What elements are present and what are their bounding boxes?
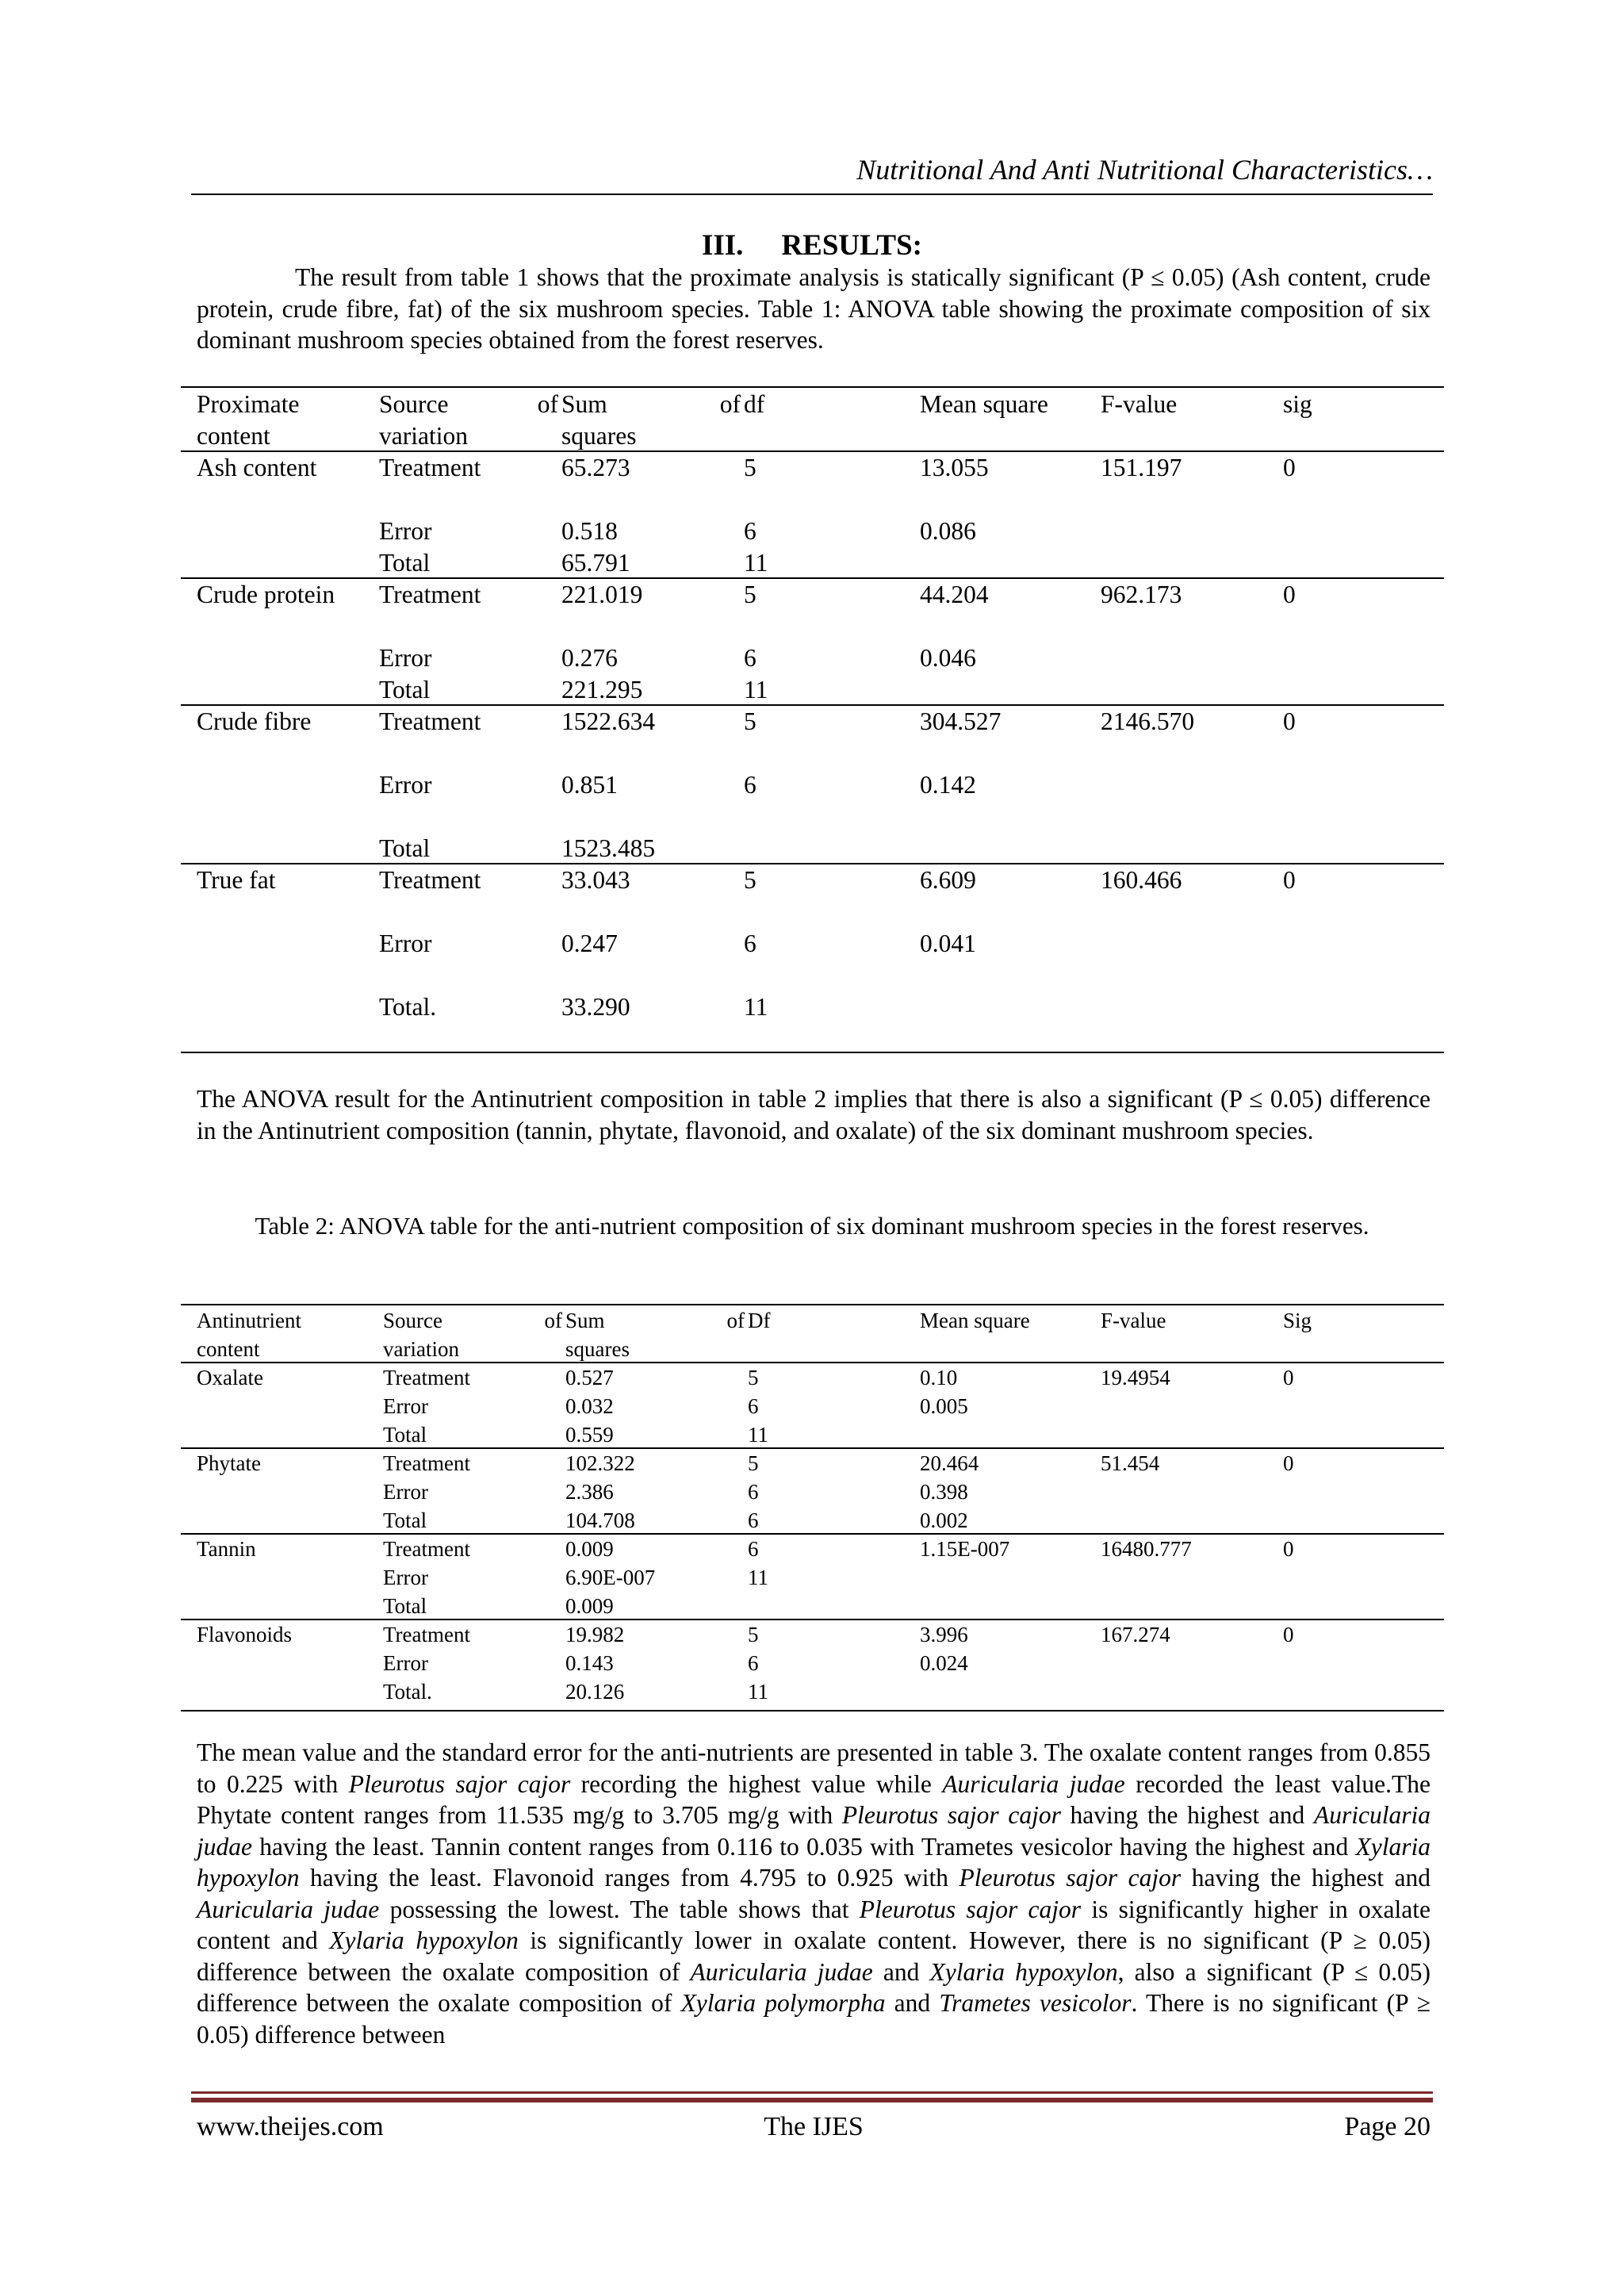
table1-cell-sum-squares: 1522.634 <box>561 707 656 735</box>
table1-header-df: df <box>744 390 765 418</box>
table2-cell-mean-square: 0.10 <box>920 1366 958 1389</box>
table2-cell-sum-squares: 6.90E-007 <box>565 1566 656 1589</box>
table2-caption: Table 2: ANOVA table for the anti-nutrient composition of six dominant mushroom species in the forest reserves. <box>255 1212 1369 1240</box>
table2-cell-df: 6 <box>748 1651 759 1675</box>
table2-header-source-suffix: of <box>544 1309 562 1332</box>
table1-top-rule <box>181 386 1444 388</box>
table2-cell-mean-square: 0.024 <box>920 1651 968 1675</box>
species-name: Xylaria hypoxylon <box>197 1832 1431 1892</box>
species-name: Pleurotus sajor cajor <box>348 1769 571 1798</box>
paragraph-text: having the least. Tannin content ranges from 0.116 to 0.035 with Trametes vesicolor having the highest and <box>251 1832 1356 1861</box>
table1-cell-sum-squares: 33.290 <box>561 993 630 1021</box>
table2-top-rule <box>181 1304 1444 1305</box>
table2-header-f-value: F-value <box>1101 1309 1166 1332</box>
table1-header-sum-squares: Sum <box>561 390 607 418</box>
table2-cell-sum-squares: 0.009 <box>565 1594 614 1618</box>
table2-cell-df: 6 <box>748 1480 759 1504</box>
table1-cell-source: Treatment <box>379 866 481 894</box>
paragraph-text: . There is no significant (P ≥ 0.05) difference between <box>197 1989 1431 2049</box>
table2-cell-sig: 0 <box>1283 1623 1294 1646</box>
table1-group-divider <box>181 450 1444 452</box>
table1-cell-mean-square: 0.041 <box>920 930 976 957</box>
table2-header-sum-squares: squares <box>565 1337 630 1361</box>
table2-cell-df: 11 <box>748 1680 768 1704</box>
table2-cell-mean-square: 1.15E-007 <box>920 1537 1010 1561</box>
table1-header-source-suffix: of <box>537 390 558 418</box>
table1-cell-df: 11 <box>744 993 768 1021</box>
table2-cell-sum-squares: 104.708 <box>565 1508 635 1532</box>
table1-header-content: content <box>197 422 270 450</box>
table1-cell-f-value: 962.173 <box>1101 581 1182 608</box>
table1-cell-sum-squares: 0.851 <box>561 771 618 799</box>
table2-cell-sig: 0 <box>1283 1537 1294 1561</box>
table1-cell-source: Total <box>379 834 431 862</box>
table2-cell-content: Tannin <box>197 1537 256 1561</box>
table1-group-divider <box>181 704 1444 706</box>
table1-cell-source: Total <box>379 549 431 577</box>
species-name: Trametes vesicolor <box>939 1989 1132 2017</box>
table1-cell-sum-squares: 65.791 <box>561 549 630 577</box>
table1-cell-content: Crude protein <box>197 581 335 608</box>
table1-cell-sig: 0 <box>1283 454 1296 481</box>
header-rule <box>191 194 1433 195</box>
table1-cell-df: 6 <box>744 517 756 545</box>
table2-cell-sum-squares: 19.982 <box>565 1623 625 1646</box>
table2-cell-df: 6 <box>748 1537 759 1561</box>
table1-cell-mean-square: 44.204 <box>920 581 989 608</box>
species-name: Xylaria polymorpha <box>680 1989 886 2017</box>
table2-cell-sum-squares: 0.032 <box>565 1394 614 1418</box>
table1-cell-f-value: 151.197 <box>1101 454 1182 481</box>
table2-group-divider <box>181 1533 1444 1535</box>
paragraph-text: having the highest and <box>1060 1801 1314 1829</box>
table1-cell-sum-squares: 0.276 <box>561 644 618 672</box>
table1-header-mean-square: Mean square <box>920 390 1048 418</box>
species-name: Xylaria hypoxylon <box>929 1957 1118 1986</box>
table2-cell-mean-square: 0.002 <box>920 1508 968 1532</box>
paragraph-mean-values <box>197 1737 1431 2050</box>
footer-rule-thick <box>191 2098 1433 2102</box>
table2-cell-content: Phytate <box>197 1451 261 1475</box>
footer-page-number: Page 20 <box>1344 2112 1431 2141</box>
table1-group-divider <box>181 577 1444 579</box>
table1-cell-source: Treatment <box>379 707 481 735</box>
paragraph-results-intro: The result from table 1 shows that the proximate analysis is statically significant (P ≤ 0.05) (Ash content, crude protein, crude fibre, fat) of the six mushroom species. Table 1: ANOVA table showing the proximate composition of six dominant mushroom species obtained from the forest reserves. <box>197 263 1431 354</box>
table2-cell-sum-squares: 102.322 <box>565 1451 635 1475</box>
table2-header-content: Antinutrient <box>197 1309 301 1332</box>
table2-cell-source: Treatment <box>383 1623 470 1646</box>
table2-header-source: Source <box>383 1309 442 1332</box>
table2-header-content: content <box>197 1337 260 1361</box>
table1-cell-df: 6 <box>744 771 756 799</box>
table1-cell-df: 5 <box>744 581 756 608</box>
table2-cell-sum-squares: 20.126 <box>565 1680 625 1704</box>
paragraph-text: recording the highest value while <box>570 1769 943 1798</box>
table2-bottom-rule <box>181 1710 1444 1711</box>
table2-cell-mean-square: 20.464 <box>920 1451 979 1475</box>
table2-cell-f-value: 19.4954 <box>1101 1366 1170 1389</box>
table2-cell-df: 5 <box>748 1451 759 1475</box>
table2-cell-source: Total <box>383 1508 427 1532</box>
table1-header-source: Source <box>379 390 449 418</box>
species-name: Pleurotus sajor cajor <box>959 1864 1182 1892</box>
table2-cell-df: 6 <box>748 1394 759 1418</box>
table1-cell-source: Error <box>379 644 432 672</box>
table1-cell-mean-square: 13.055 <box>920 454 989 481</box>
paragraph-text: possessing the lowest. The table shows that <box>379 1895 860 1923</box>
paragraph-text: is significantly lower in oxalate content. However, there is no significant (P ≥ 0.05) difference between the oxalate composition of <box>197 1926 1431 1986</box>
table1-cell-mean-square: 0.086 <box>920 517 976 545</box>
table2-cell-source: Total <box>383 1594 427 1618</box>
table1-cell-df: 6 <box>744 930 756 957</box>
table2-cell-source: Treatment <box>383 1366 470 1389</box>
table1-cell-sig: 0 <box>1283 866 1296 894</box>
table2-cell-sum-squares: 0.009 <box>565 1537 614 1561</box>
table2-group-divider <box>181 1619 1444 1620</box>
table1-cell-sum-squares: 221.295 <box>561 676 643 703</box>
table1-cell-sum-squares: 1523.485 <box>561 834 656 862</box>
table2-header-source: variation <box>383 1337 459 1361</box>
paragraph-text: having the highest and <box>1181 1864 1431 1892</box>
table2-cell-sum-squares: 0.527 <box>565 1366 614 1389</box>
table1-cell-source: Total. <box>379 993 437 1021</box>
table2-group-divider <box>181 1362 1444 1363</box>
table2-cell-f-value: 167.274 <box>1101 1623 1170 1646</box>
table1-header-f-value: F-value <box>1101 390 1178 418</box>
table1-cell-source: Error <box>379 930 432 957</box>
table1-cell-source: Total <box>379 676 431 703</box>
table2-cell-mean-square: 0.005 <box>920 1394 968 1418</box>
species-name: Pleurotus sajor cajor <box>859 1895 1082 1923</box>
footer-rule-thin <box>191 2091 1433 2094</box>
table2-cell-sig: 0 <box>1283 1451 1294 1475</box>
table1-cell-sum-squares: 221.019 <box>561 581 643 608</box>
table2-cell-mean-square: 0.398 <box>920 1480 968 1504</box>
table2-cell-source: Total. <box>383 1680 432 1704</box>
table2-cell-source: Total <box>383 1423 427 1447</box>
table2-cell-source: Error <box>383 1566 428 1589</box>
table1-cell-mean-square: 0.142 <box>920 771 976 799</box>
table2-cell-source: Error <box>383 1651 428 1675</box>
table1-header-sum-squares-suffix: of <box>719 390 741 418</box>
table2-cell-content: Oxalate <box>197 1366 263 1389</box>
footer-journal: The IJES <box>764 2112 864 2141</box>
paragraph-antinutrient-anova: The ANOVA result for the Antinutrient composition in table 2 implies that there is also a significant (P ≤ 0.05) difference in the Antinutrient composition (tannin, phytate, flavonoid, and oxalate) of the six dominant mushroom species. <box>197 1085 1431 1144</box>
table2-cell-source: Treatment <box>383 1451 470 1475</box>
running-head: Nutritional And Anti Nutritional Characteristics… <box>856 154 1433 186</box>
table2-header-mean-square: Mean square <box>920 1309 1030 1332</box>
table2-cell-df: 5 <box>748 1366 759 1389</box>
species-name: Auricularia judae <box>197 1801 1431 1861</box>
table1-cell-df: 11 <box>744 676 768 703</box>
table1-header-sig: sig <box>1283 390 1312 418</box>
table1-cell-df: 5 <box>744 707 756 735</box>
paragraph-text: and <box>885 1989 940 2017</box>
table2-header-df: Df <box>748 1309 771 1332</box>
table1-cell-sum-squares: 33.043 <box>561 866 630 894</box>
table1-cell-sum-squares: 0.247 <box>561 930 618 957</box>
table1-cell-sig: 0 <box>1283 581 1296 608</box>
table1-cell-mean-square: 6.609 <box>920 866 976 894</box>
table1-cell-sum-squares: 0.518 <box>561 517 618 545</box>
table1-cell-content: True fat <box>197 866 276 894</box>
table2-header-sum-squares: Sum <box>565 1309 605 1332</box>
table2-cell-sum-squares: 2.386 <box>565 1480 614 1504</box>
table1-bottom-rule <box>181 1052 1444 1053</box>
table1-cell-sig: 0 <box>1283 707 1296 735</box>
table1-cell-source: Treatment <box>379 454 481 481</box>
table2-group-divider <box>181 1447 1444 1449</box>
table1-group-divider <box>181 863 1444 864</box>
table2-cell-df: 11 <box>748 1423 768 1447</box>
paragraph-text: having the least. Flavonoid ranges from 4.795 to 0.925 with <box>299 1864 959 1892</box>
table1-cell-mean-square: 0.046 <box>920 644 976 672</box>
table1-cell-source: Treatment <box>379 581 481 608</box>
species-name: Auricularia judae <box>942 1769 1125 1798</box>
species-name: Auricularia judae <box>690 1957 873 1986</box>
table1-cell-df: 11 <box>744 549 768 577</box>
species-name: Xylaria hypoxylon <box>329 1926 519 1954</box>
paragraph-text: and <box>872 1957 930 1986</box>
table2-cell-source: Error <box>383 1394 428 1418</box>
table2-cell-sum-squares: 0.559 <box>565 1423 614 1447</box>
paragraph-text: , also a significant (P ≤ 0.05) difference between the oxalate composition of <box>197 1957 1431 2017</box>
table1-cell-sum-squares: 65.273 <box>561 454 630 481</box>
paragraph-text: The mean value and the standard error for the anti-nutrients are presented in table 3. The oxalate content ranges from 0.855 to 0.225 with <box>197 1738 1431 1798</box>
species-name: Auricularia judae <box>197 1895 380 1923</box>
table2-header-sum-squares-suffix: of <box>726 1309 745 1332</box>
footer-website-link[interactable]: www.theijes.com <box>197 2112 384 2141</box>
section-number: III. <box>701 229 744 262</box>
table1-cell-df: 6 <box>744 644 756 672</box>
table1-cell-content: Ash content <box>197 454 317 481</box>
table2-cell-source: Error <box>383 1480 428 1504</box>
table1-cell-f-value: 2146.570 <box>1101 707 1195 735</box>
table2-cell-sig: 0 <box>1283 1366 1294 1389</box>
species-name: Pleurotus sajor cajor <box>841 1801 1061 1829</box>
table1-cell-f-value: 160.466 <box>1101 866 1182 894</box>
table2-cell-content: Flavonoids <box>197 1623 293 1646</box>
table2-cell-df: 6 <box>748 1508 759 1532</box>
table1-cell-source: Error <box>379 771 432 799</box>
table1-header-content: Proximate <box>197 390 300 418</box>
table2-cell-df: 5 <box>748 1623 759 1646</box>
table1-cell-mean-square: 304.527 <box>920 707 1002 735</box>
paragraph-text: is significantly higher in oxalate content and <box>197 1895 1431 1954</box>
table2-cell-f-value: 51.454 <box>1101 1451 1160 1475</box>
table2-cell-mean-square: 3.996 <box>920 1623 968 1646</box>
table1-cell-source: Error <box>379 517 432 545</box>
table2-cell-sum-squares: 0.143 <box>565 1651 614 1675</box>
table1-header-sum-squares: squares <box>561 422 637 450</box>
paragraph-text: recorded the least value.The Phytate content ranges from 11.535 mg/g to 3.705 mg/g with <box>197 1769 1431 1829</box>
table2-cell-f-value: 16480.777 <box>1101 1537 1192 1561</box>
table1-header-source: variation <box>379 422 468 450</box>
table1-cell-df: 5 <box>744 866 756 894</box>
table2-cell-source: Treatment <box>383 1537 470 1561</box>
table2-header-sig: Sig <box>1283 1309 1312 1332</box>
table2-cell-df: 11 <box>748 1566 768 1589</box>
section-title <box>191 228 1433 263</box>
section-heading: RESULTS: <box>781 229 922 262</box>
table1-cell-df: 5 <box>744 454 756 481</box>
table1-cell-content: Crude fibre <box>197 707 312 735</box>
